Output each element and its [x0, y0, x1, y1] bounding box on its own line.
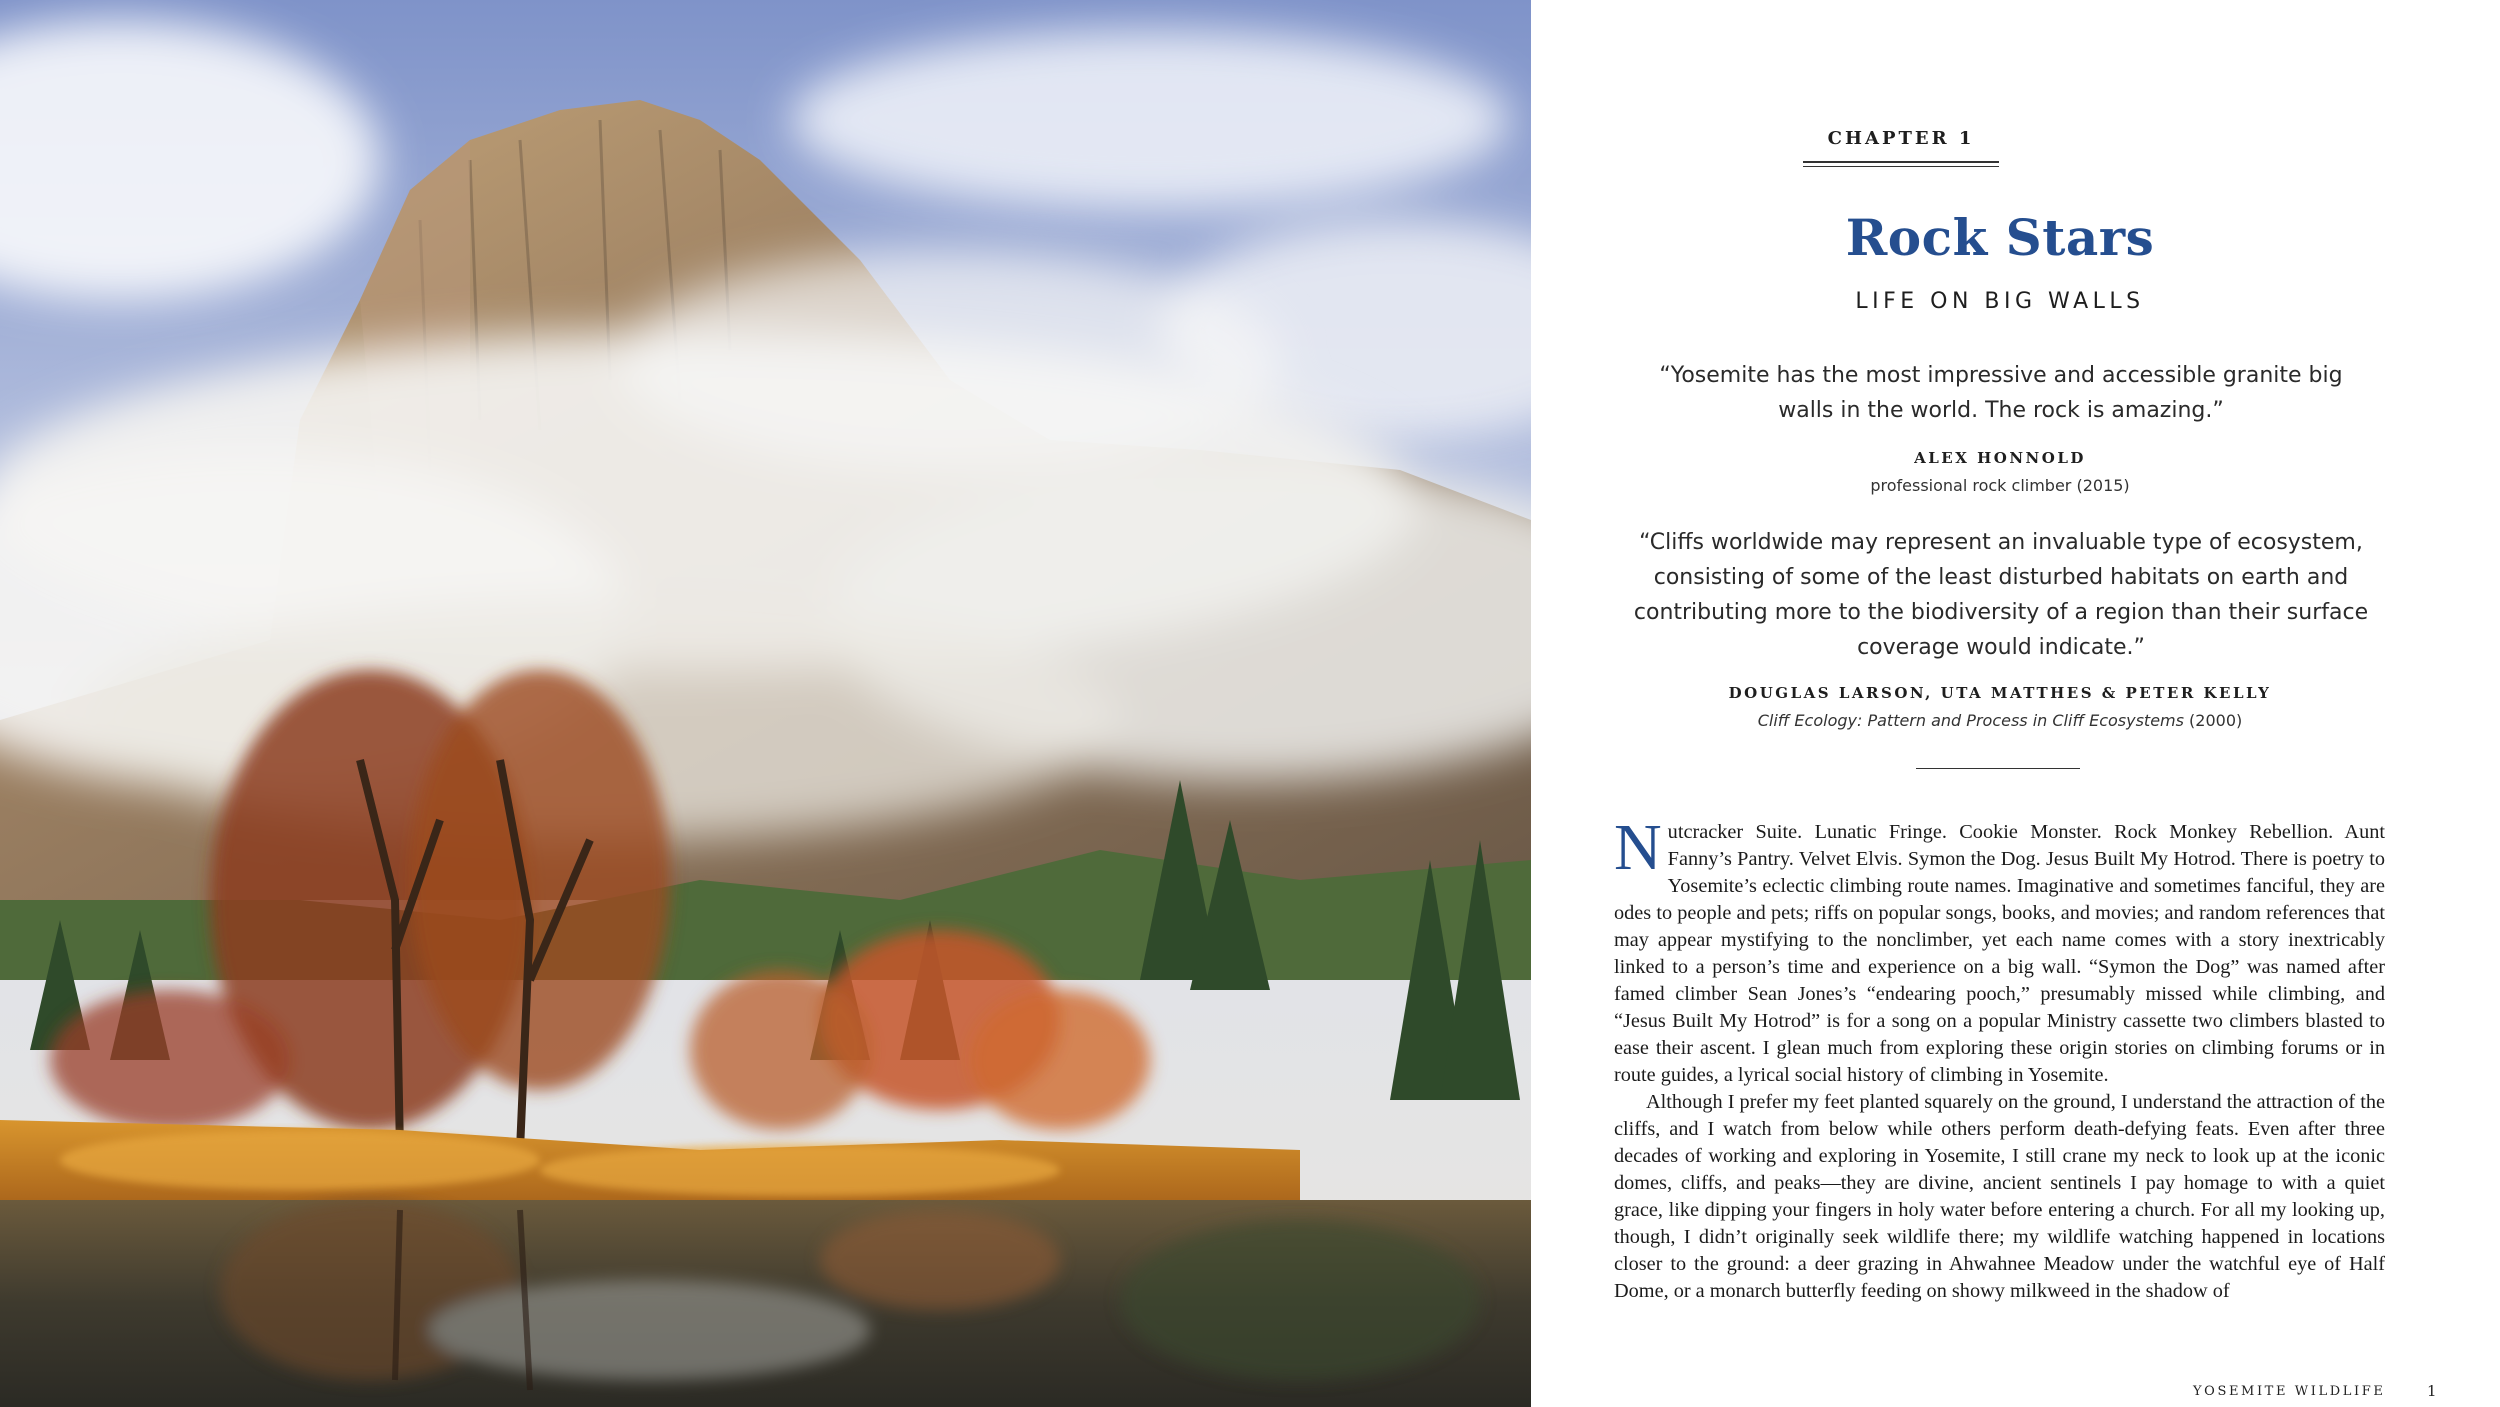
chapter-double-rule: [1803, 161, 1999, 167]
page-number: 1: [2427, 1382, 2437, 1400]
body-text: [1614, 811, 2385, 1305]
paragraph-2: Although I prefer my feet planted squarely on the ground, I understand the attraction of the cliffs, and I watch from below while others perform death-defying feats. Even after three decades of working and exploring in Yosemite, I still crane my neck to look up at the iconic domes, cliffs, and peaks—they are divine, ancient sentinels I pay homage to with a quiet grace, like dipping your fingers in holy water before entering a church. For all my looking up, though, I didn’t originally seek wildlife there; my wildlife watching happened in locations closer to the ground: a deer grazing in Ahwahnee Meadow under the watchful eye of Half Dome, or a monarch butterfly feeding on showy milkweed in the shadow of: [1614, 1091, 2385, 1302]
paragraph-1-text: utcracker Suite. Lunatic Fringe. Cookie Monster. Rock Monkey Rebellion. Aunt Fanny’s Pantry. Velvet Elvis. Symon the Dog. Jesus Built My Hotrod. There is poetry to Yosemite’s eclectic climbing route names. Imaginative and sometimes fanciful, they are odes to people and pets; riffs on popular songs, books, and movies; and random references that may appear mystifying to the nonclimber, yet each name comes with a story inextricably linked to a person’s time and experience on a big wall. “Symon the Dog” was named after famed climber Sean Jones’s “endearing pooch,” presumably missed while climbing, and “Jesus Built My Hotrod” is for a song on a popular Ministry cassette two climbers blasted to ease their ascent. I glean much from exploring these origin stories on climbing forums or in route guides, a lyrical social history of climbing in Yosemite.: [1614, 821, 2385, 1086]
source-title: Cliff Ecology: Pattern and Process in Cliff Ecosystems: [1757, 711, 2184, 730]
paragraph-1: [1614, 811, 2385, 1089]
epigraph-author-1: ALEX HONNOLD: [1914, 449, 2086, 467]
chapter-heading: [1771, 128, 2031, 167]
epigraph-role-1: professional rock climber (2015): [1870, 476, 2130, 495]
source-year: (2000): [2183, 711, 2243, 730]
drop-cap: N: [1614, 811, 1662, 884]
running-footer: YOSEMITE WILDLIFE: [2193, 1384, 2386, 1399]
chapter-label: CHAPTER 1: [1827, 128, 1975, 149]
epigraph-quote-1: “Yosemite has the most impressive and accessible granite big walls in the world. The rock is amazing.”: [1659, 363, 2343, 423]
text-page: [1531, 0, 2500, 1407]
epigraph-author-2: DOUGLAS LARSON, UTA MATTHES & PETER KELLY: [1728, 684, 2272, 702]
epigraph-source-2: [1531, 711, 2469, 730]
epigraph-quote-2: “Cliffs worldwide may represent an invaluable type of ecosystem, consisting of some of the least disturbed habitats on earth and contributing more to the biodiversity of a region than their surface coverage would indicate.”: [1633, 530, 2369, 660]
chapter-title: Rock Stars: [1845, 208, 2155, 267]
chapter-subtitle: LIFE ON BIG WALLS: [1855, 289, 2145, 314]
section-divider: [1916, 768, 2080, 769]
